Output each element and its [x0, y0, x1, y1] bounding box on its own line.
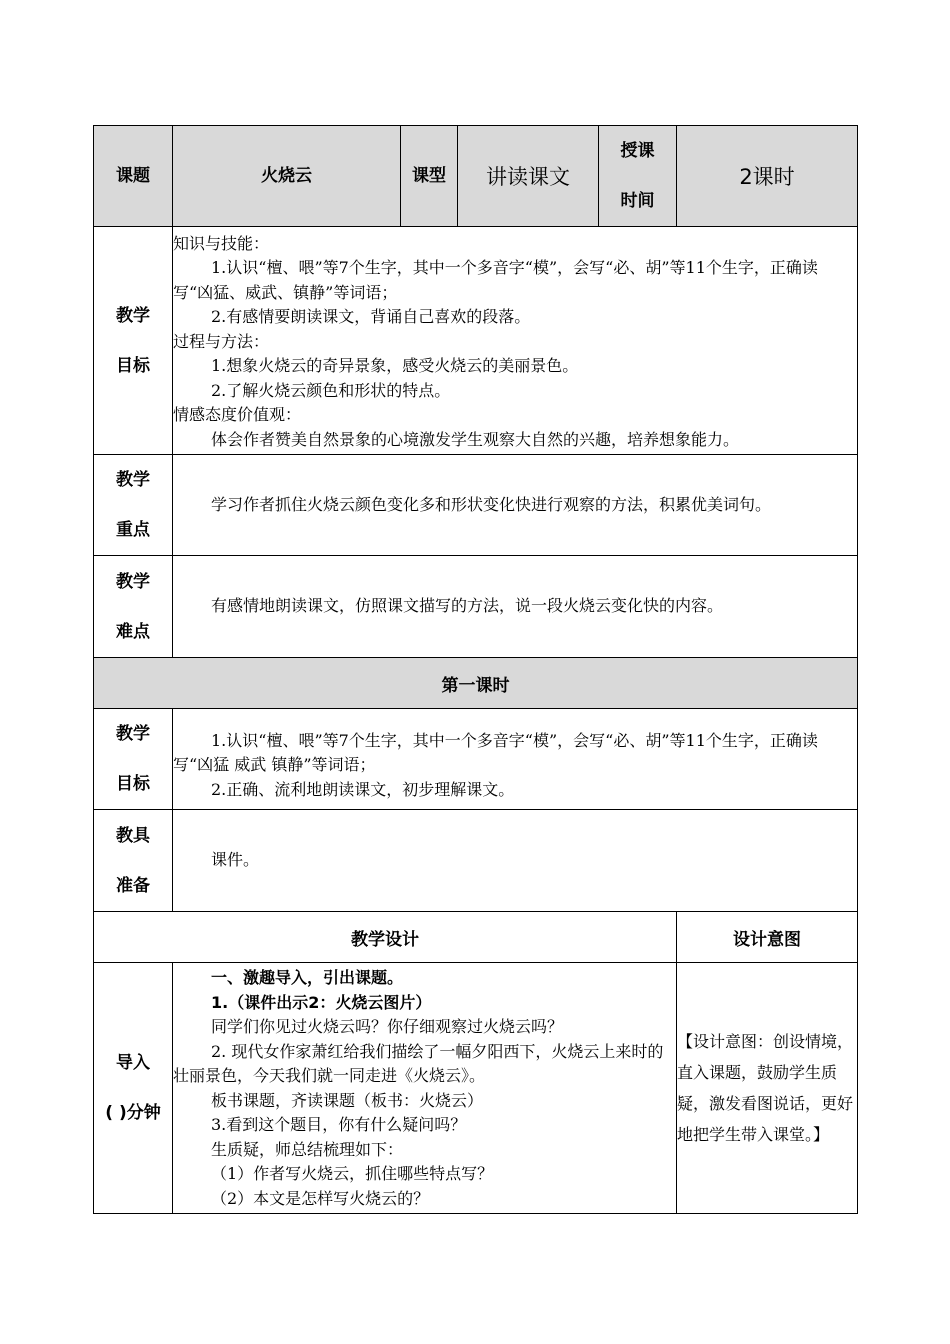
intro-line: 生质疑，师总结梳理如下：	[211, 1139, 404, 1159]
key-points-text: 学习作者抓住火烧云颜色变化多和形状变化快进行观察的方法，积累优美词句。	[211, 494, 772, 514]
objectives-item: 1.想象火烧云的奇异景象，感受火烧云的美丽景色。	[211, 356, 579, 376]
prep-text: 课件。	[211, 850, 260, 870]
intro-line: 板书课题，齐读课题（板书：火烧云）	[211, 1090, 484, 1110]
prep-content	[173, 810, 858, 912]
difficulties-text: 有感情地朗读课文，仿照课文描写的方法，说一段火烧云变化快的内容。	[211, 596, 724, 616]
difficulties-label: 教学 难点	[94, 556, 173, 658]
objectives-item: 2.了解火烧云颜色和形状的特点。	[211, 380, 451, 400]
prep-label: 教具 准备	[94, 810, 173, 912]
objectives-item: 体会作者赞美自然景象的心境激发学生观察大自然的兴趣，培养想象能力。	[211, 429, 740, 449]
intro-line: 1.（课件出示2：火烧云图片）	[211, 992, 432, 1012]
type-value: 讲读课文	[458, 126, 599, 227]
intro-content	[173, 963, 677, 1214]
design-header-row	[94, 912, 858, 963]
lesson-objectives-label: 教学 目标	[94, 709, 173, 810]
key-points-content	[173, 455, 858, 556]
objectives-heading-knowledge: 知识与技能：	[173, 233, 270, 253]
intro-line: 3.看到这个题目，你有什么疑问吗？	[211, 1115, 467, 1134]
objectives-label: 教学 目标	[94, 227, 173, 455]
lesson-objective-item: 2.正确、流利地朗读课文，初步理解课文。	[211, 779, 515, 799]
intro-row	[94, 963, 858, 1214]
intent-note: 【设计意图：创设情境，直入课题，鼓励学生质疑，激发看图说话，更好地把学生带入课堂。】	[677, 963, 858, 1214]
intent-header: 设计意图	[677, 912, 858, 963]
intro-line: （1）作者写火烧云，抓住哪些特点写？	[211, 1164, 494, 1183]
lesson-objective-item: 1.认识“檀、喂”等7个生字，其中一个多音字“模”，会写“必、胡”等11个生字，正确读写“凶猛 威武 镇静”等词语；	[173, 730, 818, 775]
intro-line: （2）本文是怎样写火烧云的？	[211, 1188, 430, 1208]
prep-row	[94, 810, 858, 912]
key-points-label: 教学 重点	[94, 455, 173, 556]
lesson-objectives-row	[94, 709, 858, 810]
objectives-heading-attitude: 情感态度价值观：	[173, 405, 302, 425]
intro-label: 导入 ( )分钟	[94, 963, 173, 1214]
time-label: 授课 时间	[599, 126, 677, 227]
objectives-content	[173, 227, 858, 455]
topic-label: 课题	[94, 126, 173, 227]
topic-value: 火烧云	[173, 126, 401, 227]
intro-line: 2. 现代女作家萧红给我们描绘了一幅夕阳西下，火烧云上来时的壮丽景色，今天我们就一同走进《火烧云》。	[173, 1041, 664, 1085]
objectives-item: 2.有感情要朗读课文，背诵自己喜欢的段落。	[211, 307, 531, 327]
lesson-plan-table	[93, 125, 858, 1214]
design-header: 教学设计	[94, 912, 677, 963]
key-points-row	[94, 455, 858, 556]
objectives-item: 1.认识“檀、喂”等7个生字，其中一个多音字“模”，会写“必、胡”等11个生字，正确读写“凶猛、威武、镇静”等词语；	[173, 258, 818, 302]
objectives-row	[94, 227, 858, 455]
first-lesson-title: 第一课时	[94, 658, 858, 709]
objectives-heading-process: 过程与方法：	[173, 331, 270, 351]
difficulties-row	[94, 556, 858, 658]
intro-line: 同学们你见过火烧云吗？你仔细观察过火烧云吗？	[211, 1017, 564, 1036]
first-lesson-row	[94, 658, 858, 709]
header-row	[94, 126, 858, 227]
time-value: 2课时	[677, 126, 858, 227]
lesson-objectives-content	[173, 709, 858, 810]
type-label: 课型	[401, 126, 458, 227]
difficulties-content	[173, 556, 858, 658]
intro-line: 一、激趣导入，引出课题。	[211, 968, 404, 987]
